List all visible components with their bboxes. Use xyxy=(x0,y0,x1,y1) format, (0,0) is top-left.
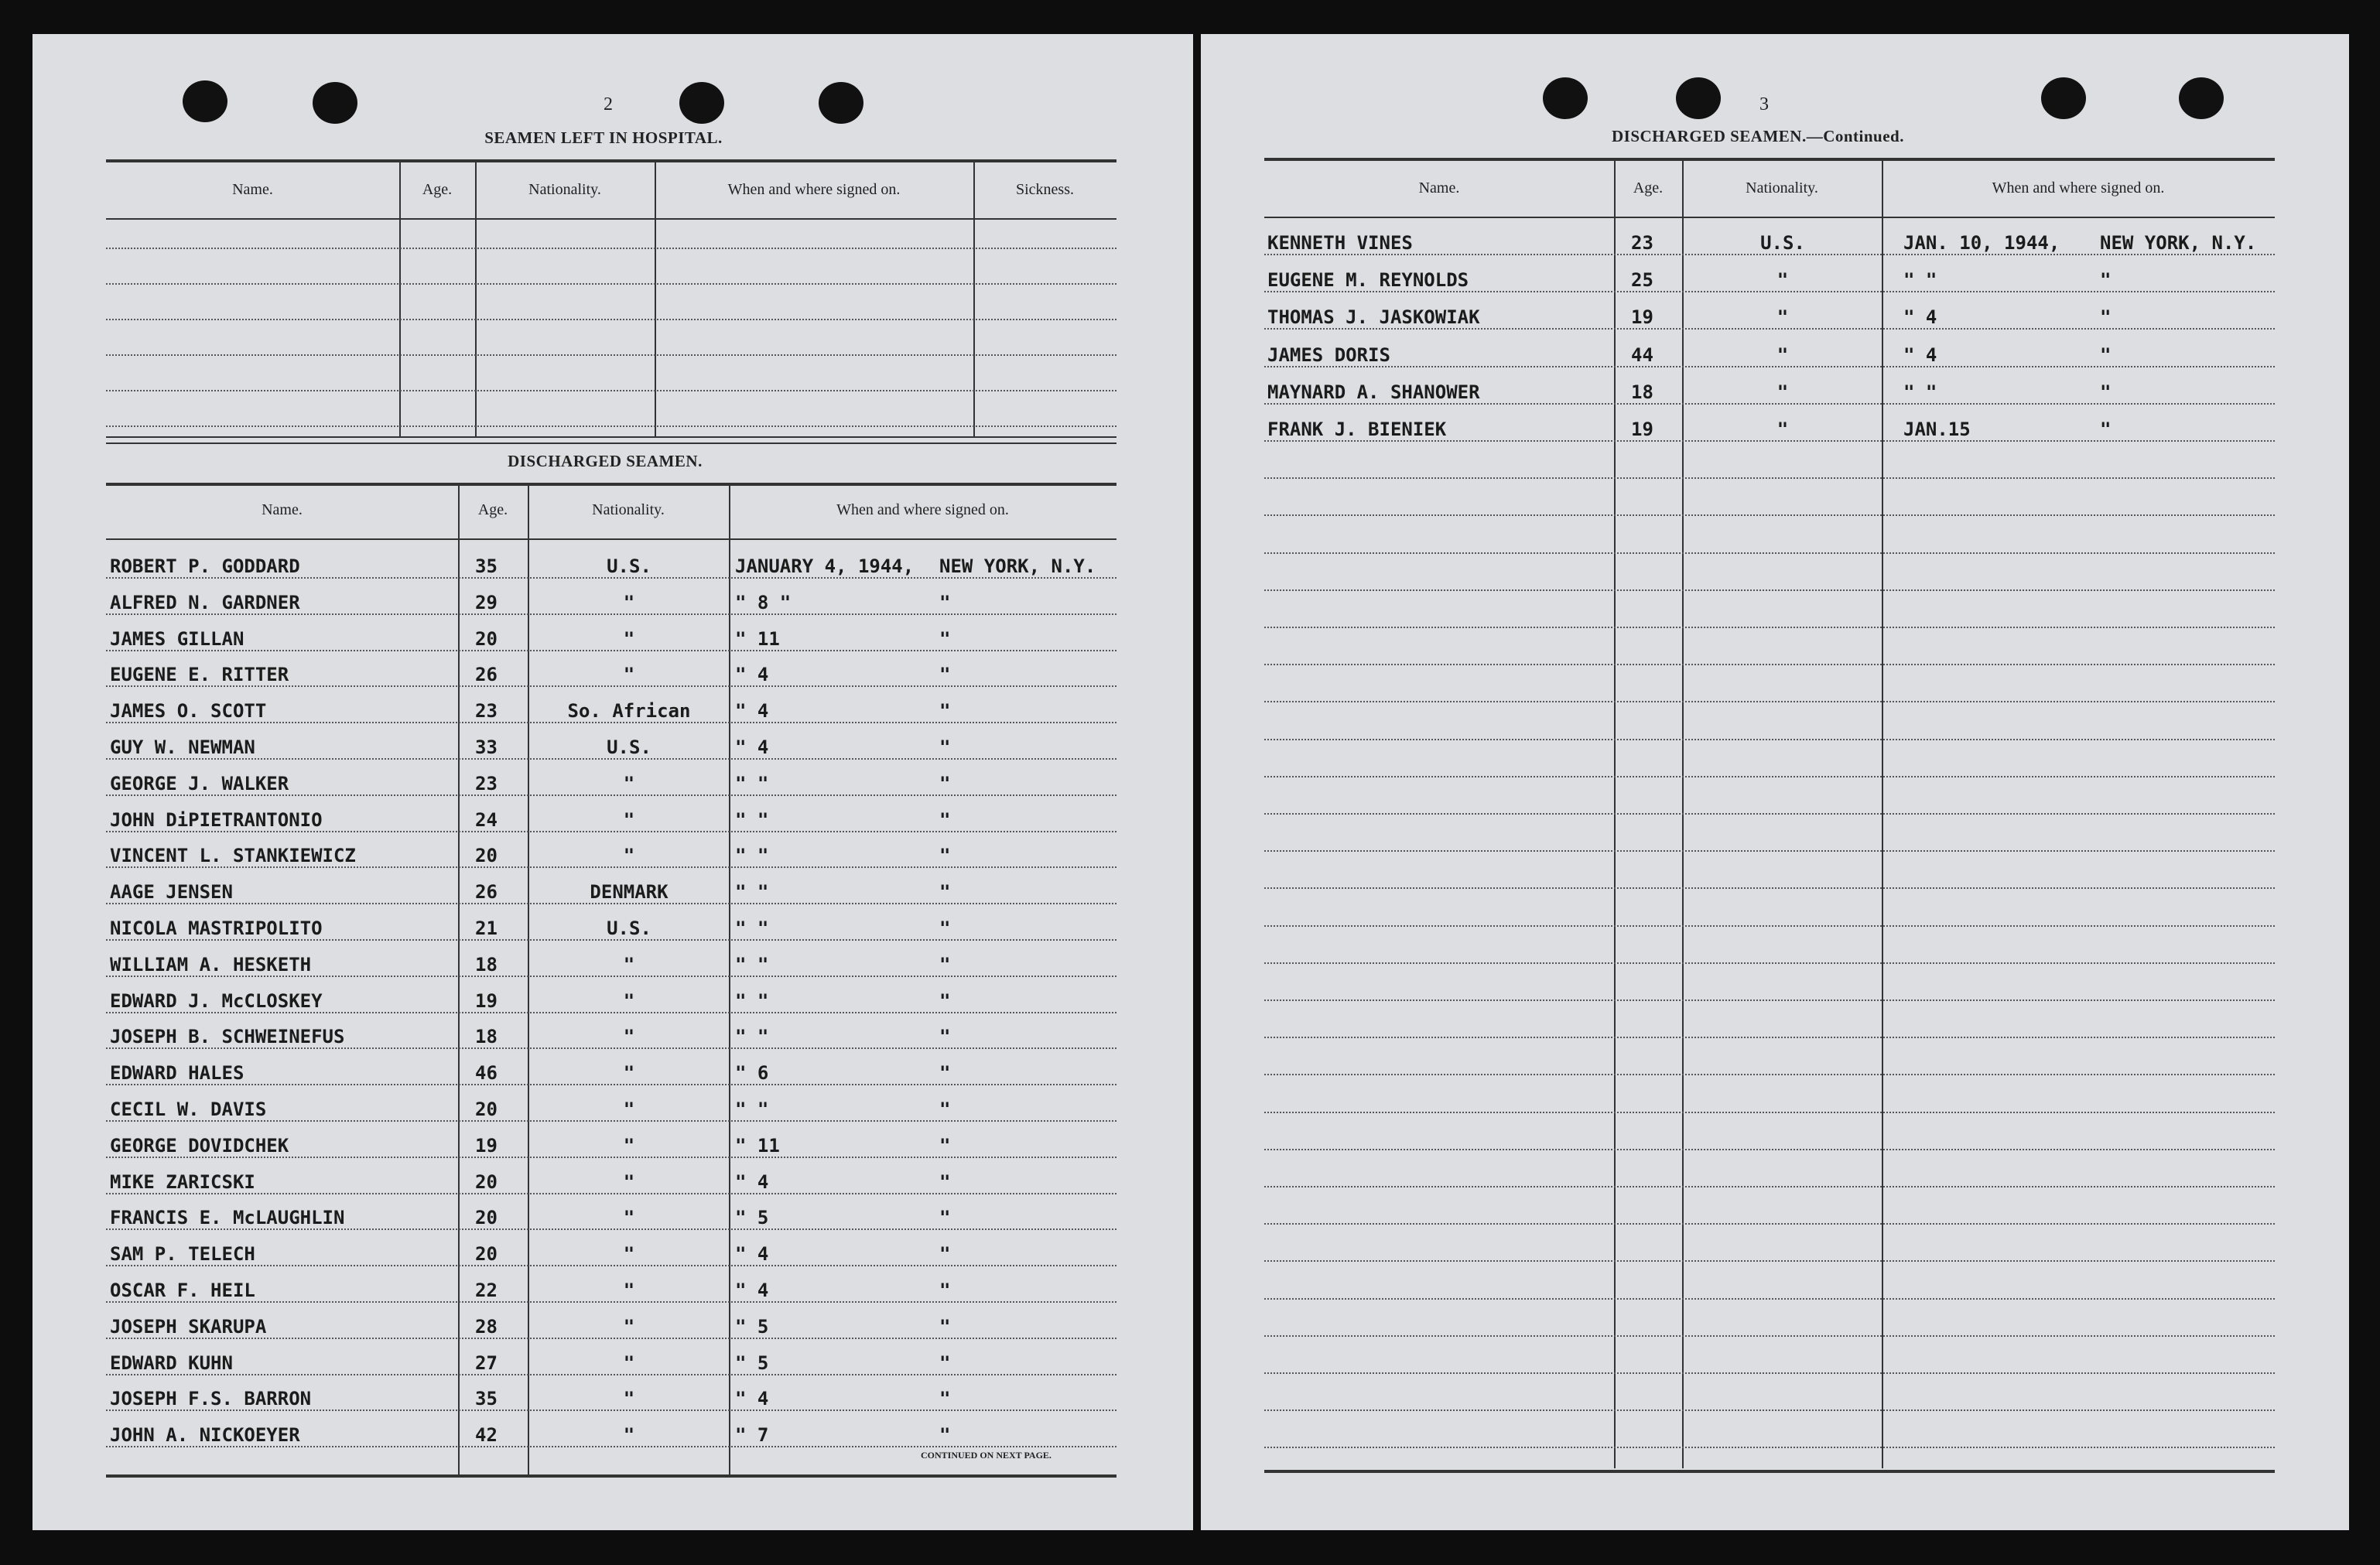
seaman-age: 44 xyxy=(1631,343,1653,366)
ruled-line xyxy=(106,722,1116,723)
seaman-nationality: " xyxy=(1776,419,1789,440)
seaman-age: 46 xyxy=(475,1062,498,1085)
seaman-age: 18 xyxy=(475,953,498,976)
seaman-nationality: " xyxy=(623,1315,635,1338)
continued-note: CONTINUED ON NEXT PAGE. xyxy=(921,1450,1052,1461)
signed-on-when: " " xyxy=(1903,381,1937,403)
ruled-line xyxy=(1264,664,2275,665)
signed-on-where: " xyxy=(2100,269,2112,292)
right-page xyxy=(1201,34,2349,1530)
seaman-name: JOHN A. NICKOEYER xyxy=(110,1424,300,1447)
seaman-name: EUGENE M. REYNOLDS xyxy=(1267,269,1469,292)
seaman-age: 28 xyxy=(475,1315,498,1338)
signed-on-when: " " xyxy=(735,1099,769,1120)
seaman-name: FRANK J. BIENIEK xyxy=(1267,419,1447,440)
rule xyxy=(1264,1470,2275,1473)
ruled-line xyxy=(106,390,1116,391)
seaman-name: GEORGE DOVIDCHEK xyxy=(110,1134,289,1157)
seaman-name: JOSEPH F.S. BARRON xyxy=(110,1388,312,1410)
column-divider xyxy=(729,486,730,1474)
seaman-age: 25 xyxy=(1631,269,1653,292)
seaman-name: WILLIAM A. HESKETH xyxy=(110,953,312,976)
seaman-nationality: " xyxy=(623,1351,635,1374)
ruled-line xyxy=(1264,328,2275,330)
ruled-line xyxy=(1264,776,2275,777)
seaman-age: 20 xyxy=(475,845,498,867)
ruled-line xyxy=(1264,477,2275,479)
ruled-line xyxy=(1264,1410,2275,1411)
seaman-nationality: " xyxy=(1776,381,1789,403)
punch-hole xyxy=(819,82,863,124)
signed-on-when: " 5 xyxy=(735,1207,769,1229)
seaman-name: JOSEPH B. SCHWEINEFUS xyxy=(110,1026,345,1048)
seaman-name: FRANCIS E. McLAUGHLIN xyxy=(110,1207,345,1229)
signed-on-when: " 7 xyxy=(735,1424,769,1447)
ruled-line xyxy=(1264,1298,2275,1300)
seaman-age: 20 xyxy=(475,627,498,650)
signed-on-when: " 6 xyxy=(735,1062,769,1085)
signed-on-where: " xyxy=(939,1388,951,1410)
seaman-nationality: " xyxy=(623,845,635,867)
ruled-line xyxy=(106,866,1116,868)
ruled-line xyxy=(1264,925,2275,927)
seaman-nationality: So. African xyxy=(567,700,691,723)
ruled-line xyxy=(106,1301,1116,1303)
signed-on-where: " xyxy=(939,1026,951,1048)
seaman-nationality: " xyxy=(623,989,635,1012)
seaman-age: 19 xyxy=(1631,306,1653,329)
ruled-line xyxy=(1264,627,2275,628)
seaman-age: 26 xyxy=(475,664,498,686)
seaman-nationality: " xyxy=(623,1388,635,1410)
rule xyxy=(1264,158,2275,161)
seaman-age: 20 xyxy=(475,1243,498,1266)
seaman-name: ALFRED N. GARDNER xyxy=(110,591,300,613)
ruled-line xyxy=(106,831,1116,832)
left-page xyxy=(32,34,1193,1530)
ruled-line xyxy=(106,758,1116,760)
ruled-line xyxy=(1264,1223,2275,1225)
rule xyxy=(106,1474,1116,1478)
signed-on-where: " xyxy=(939,1062,951,1085)
signed-on-when: " 11 xyxy=(735,1134,780,1157)
seaman-age: 27 xyxy=(475,1351,498,1374)
seaman-nationality: " xyxy=(623,1099,635,1120)
rule xyxy=(106,443,1116,444)
signed-on-where: " xyxy=(939,1134,951,1157)
ruled-line xyxy=(1264,1260,2275,1262)
ruled-line xyxy=(106,613,1116,615)
ruled-line xyxy=(106,1338,1116,1339)
seaman-name: VINCENT L. STANKIEWICZ xyxy=(110,845,356,867)
signed-on-where: " xyxy=(939,700,951,723)
seaman-age: 35 xyxy=(475,555,498,577)
seaman-age: 19 xyxy=(475,1134,498,1157)
ruled-line xyxy=(1264,254,2275,255)
signed-on-where: " xyxy=(939,1315,951,1338)
signed-on-where: " xyxy=(939,1099,951,1120)
seaman-age: 18 xyxy=(1631,381,1653,403)
signed-on-where: " xyxy=(939,1207,951,1229)
signed-on-when: JAN. 10, 1944, xyxy=(1903,232,2060,254)
seaman-nationality: U.S. xyxy=(607,917,651,939)
seaman-name: THOMAS J. JASKOWIAK xyxy=(1267,306,1480,329)
signed-on-when: " " xyxy=(735,808,769,831)
ruled-line xyxy=(106,1410,1116,1411)
ruled-line xyxy=(106,1193,1116,1194)
seaman-nationality: U.S. xyxy=(1760,232,1805,254)
rule xyxy=(106,159,1116,162)
rule xyxy=(1264,217,2275,218)
ruled-line xyxy=(106,939,1116,941)
column-divider xyxy=(1682,161,1684,1468)
signed-on-where: " xyxy=(939,953,951,976)
signed-on-where: " xyxy=(939,736,951,758)
signed-on-where: " xyxy=(939,1424,951,1447)
ruled-line xyxy=(106,650,1116,651)
ruled-line xyxy=(106,1446,1116,1447)
signed-on-when: " " xyxy=(735,953,769,976)
ruled-line xyxy=(106,425,1116,427)
seaman-name: JOSEPH SKARUPA xyxy=(110,1315,267,1338)
seaman-nationality: " xyxy=(623,1170,635,1193)
ruled-line xyxy=(106,1084,1116,1085)
seaman-age: 22 xyxy=(475,1280,498,1301)
ruled-line xyxy=(1264,403,2275,405)
signed-on-when: " 11 xyxy=(735,627,780,650)
column-divider xyxy=(1614,161,1616,1468)
ruled-line xyxy=(1264,291,2275,292)
signed-on-where: NEW YORK, N.Y. xyxy=(939,555,1096,577)
column-divider xyxy=(458,486,460,1474)
seaman-age: 19 xyxy=(1631,419,1653,440)
ruled-line xyxy=(1264,1335,2275,1337)
seaman-nationality: " xyxy=(623,1243,635,1266)
ruled-line xyxy=(1264,850,2275,852)
page-number: 3 xyxy=(1759,94,1769,114)
punch-hole xyxy=(2041,77,2086,119)
signed-on-where: " xyxy=(939,664,951,686)
rule xyxy=(106,436,1116,438)
column-divider xyxy=(399,162,401,437)
ruled-line xyxy=(106,354,1116,356)
seaman-age: 23 xyxy=(475,772,498,794)
ruled-line xyxy=(1264,1372,2275,1374)
discharged-section-title: DISCHARGED SEAMEN. xyxy=(508,452,703,470)
seaman-nationality: U.S. xyxy=(607,736,651,758)
ruled-line xyxy=(106,248,1116,249)
signed-on-where: " xyxy=(939,772,951,794)
signed-on-where: " xyxy=(939,1243,951,1266)
ruled-line xyxy=(106,1157,1116,1158)
ruled-line xyxy=(1264,999,2275,1001)
column-divider xyxy=(475,162,477,437)
signed-on-when: JAN.15 xyxy=(1903,419,1971,440)
seaman-age: 21 xyxy=(475,917,498,939)
seaman-nationality: " xyxy=(623,1134,635,1157)
column-header-age: Age. xyxy=(422,181,453,198)
seaman-age: 23 xyxy=(475,700,498,723)
punch-hole xyxy=(183,80,227,122)
signed-on-when: " 5 xyxy=(735,1315,769,1338)
column-header-sickness: Sickness. xyxy=(1016,181,1074,198)
signed-on-where: " xyxy=(939,989,951,1012)
ruled-line xyxy=(1264,887,2275,889)
ruled-line xyxy=(1264,739,2275,740)
signed-on-where: " xyxy=(939,1351,951,1374)
seaman-nationality: " xyxy=(623,953,635,976)
signed-on-where: " xyxy=(939,627,951,650)
seaman-nationality: " xyxy=(623,772,635,794)
ruled-line xyxy=(1264,514,2275,516)
column-header-age: Age. xyxy=(1633,179,1664,196)
ruled-line xyxy=(106,577,1116,579)
seaman-name: EDWARD J. McCLOSKEY xyxy=(110,989,323,1012)
signed-on-when: JANUARY 4, 1944, xyxy=(735,555,915,577)
seaman-age: 20 xyxy=(475,1170,498,1193)
seaman-age: 23 xyxy=(1631,232,1653,254)
column-header-nationality: Nationality. xyxy=(528,181,601,198)
signed-on-when: " 4 xyxy=(735,700,769,723)
column-header-nationality: Nationality. xyxy=(1746,179,1818,196)
seaman-nationality: DENMARK xyxy=(590,881,669,904)
ruled-line xyxy=(106,794,1116,796)
column-divider xyxy=(655,162,656,437)
signed-on-when: " 4 xyxy=(735,1280,769,1301)
ruled-line xyxy=(1264,440,2275,442)
ruled-line xyxy=(1264,1074,2275,1075)
seaman-nationality: " xyxy=(623,1280,635,1301)
seaman-age: 18 xyxy=(475,1026,498,1048)
column-header-signed-on: When and where signed on. xyxy=(836,501,1009,518)
seaman-age: 19 xyxy=(475,989,498,1012)
rule xyxy=(106,538,1116,540)
seaman-nationality: " xyxy=(623,808,635,831)
ruled-line xyxy=(1264,1037,2275,1038)
seaman-name: NICOLA MASTRIPOLITO xyxy=(110,917,323,939)
punch-hole xyxy=(1676,77,1721,119)
signed-on-when: " " xyxy=(735,1026,769,1048)
signed-on-when: " 4 xyxy=(735,664,769,686)
punch-hole xyxy=(679,82,724,124)
punch-hole xyxy=(1543,77,1588,119)
signed-on-when: " 4 xyxy=(735,736,769,758)
ruled-line xyxy=(1264,552,2275,554)
seaman-nationality: " xyxy=(623,1062,635,1085)
seaman-age: 20 xyxy=(475,1207,498,1229)
seaman-nationality: " xyxy=(623,1026,635,1048)
seaman-nationality: " xyxy=(623,627,635,650)
signed-on-when: " " xyxy=(735,989,769,1012)
seaman-nationality: " xyxy=(623,664,635,686)
page-number: 2 xyxy=(604,94,613,114)
signed-on-when: " 4 xyxy=(1903,343,1937,366)
ruled-line xyxy=(106,283,1116,285)
ruled-line xyxy=(1264,589,2275,591)
seaman-nationality: " xyxy=(623,591,635,613)
seaman-name: EUGENE E. RITTER xyxy=(110,664,289,686)
ruled-line xyxy=(1264,1186,2275,1187)
seaman-nationality: " xyxy=(1776,343,1789,366)
seaman-age: 24 xyxy=(475,808,498,831)
seaman-name: SAM P. TELECH xyxy=(110,1243,255,1266)
column-header-name: Name. xyxy=(232,181,273,198)
signed-on-where: " xyxy=(2100,419,2112,440)
column-header-nationality: Nationality. xyxy=(592,501,665,518)
seaman-nationality: " xyxy=(623,1424,635,1447)
column-header-age: Age. xyxy=(477,501,508,518)
signed-on-where: " xyxy=(939,845,951,867)
column-header-signed-on: When and where signed on. xyxy=(1992,179,2165,196)
seaman-age: 20 xyxy=(475,1099,498,1120)
signed-on-when: " 5 xyxy=(735,1351,769,1374)
rule xyxy=(106,483,1116,486)
seaman-name: EDWARD HALES xyxy=(110,1062,244,1085)
seaman-nationality: " xyxy=(1776,269,1789,292)
column-divider xyxy=(1882,161,1883,1468)
seaman-nationality: " xyxy=(1776,306,1789,329)
punch-hole xyxy=(2179,77,2224,119)
seaman-age: 35 xyxy=(475,1388,498,1410)
column-divider xyxy=(528,486,529,1474)
signed-on-where: NEW YORK, N.Y. xyxy=(2100,232,2257,254)
signed-on-where: " xyxy=(939,1280,951,1301)
signed-on-when: " " xyxy=(735,772,769,794)
seaman-name: JOHN DiPIETRANTONIO xyxy=(110,808,323,831)
seaman-name: KENNETH VINES xyxy=(1267,232,1413,254)
signed-on-when: " 8 " xyxy=(735,591,792,613)
signed-on-when: " " xyxy=(1903,269,1937,292)
ruled-line xyxy=(1264,813,2275,815)
signed-on-where: " xyxy=(2100,381,2112,403)
ruled-line xyxy=(1264,1447,2275,1448)
ruled-line xyxy=(106,1047,1116,1049)
signed-on-when: " " xyxy=(735,881,769,904)
seaman-name: EDWARD KUHN xyxy=(110,1351,233,1374)
column-header-name: Name. xyxy=(1418,179,1460,196)
ruled-line xyxy=(106,1120,1116,1122)
seaman-name: ROBERT P. GODDARD xyxy=(110,555,300,577)
ruled-line xyxy=(106,1374,1116,1375)
seaman-age: 33 xyxy=(475,736,498,758)
ruled-line xyxy=(106,976,1116,977)
signed-on-where: " xyxy=(939,808,951,831)
seaman-name: OSCAR F. HEIL xyxy=(110,1280,255,1301)
ruled-line xyxy=(106,319,1116,320)
seaman-age: 26 xyxy=(475,881,498,904)
ruled-line xyxy=(1264,701,2275,702)
seaman-name: CECIL W. DAVIS xyxy=(110,1099,267,1120)
signed-on-where: " xyxy=(2100,343,2112,366)
seaman-name: GUY W. NEWMAN xyxy=(110,736,255,758)
signed-on-when: " " xyxy=(735,845,769,867)
seaman-name: JAMES GILLAN xyxy=(110,627,244,650)
column-header-signed-on: When and where signed on. xyxy=(727,181,901,198)
ruled-line xyxy=(1264,366,2275,367)
column-divider xyxy=(973,162,975,437)
ruled-line xyxy=(106,1265,1116,1266)
signed-on-when: " 4 xyxy=(735,1243,769,1266)
rule xyxy=(106,218,1116,220)
seaman-age: 42 xyxy=(475,1424,498,1447)
column-header-name: Name. xyxy=(262,501,303,518)
seaman-name: JAMES O. SCOTT xyxy=(110,700,267,723)
seaman-name: MIKE ZARICSKI xyxy=(110,1170,255,1193)
ruled-line xyxy=(1264,1112,2275,1113)
seaman-name: JAMES DORIS xyxy=(1267,343,1390,366)
seaman-name: GEORGE J. WALKER xyxy=(110,772,289,794)
ruled-line xyxy=(106,1228,1116,1230)
signed-on-where: " xyxy=(939,917,951,939)
signed-on-when: " 4 xyxy=(735,1170,769,1193)
ruled-line xyxy=(106,685,1116,687)
ruled-line xyxy=(106,903,1116,904)
seaman-age: 29 xyxy=(475,591,498,613)
signed-on-when: " " xyxy=(735,917,769,939)
punch-hole xyxy=(313,82,357,124)
ruled-line xyxy=(1264,1149,2275,1150)
ruled-line xyxy=(1264,962,2275,964)
discharged-continued-title: DISCHARGED SEAMEN.—Continued. xyxy=(1612,127,1904,145)
signed-on-where: " xyxy=(939,881,951,904)
seaman-name: AAGE JENSEN xyxy=(110,881,233,904)
signed-on-where: " xyxy=(939,1170,951,1193)
seaman-name: MAYNARD A. SHANOWER xyxy=(1267,381,1480,403)
signed-on-where: " xyxy=(939,591,951,613)
signed-on-when: " 4 xyxy=(1903,306,1937,329)
signed-on-where: " xyxy=(2100,306,2112,329)
seaman-nationality: " xyxy=(623,1207,635,1229)
hospital-section-title: SEAMEN LEFT IN HOSPITAL. xyxy=(484,128,723,147)
ruled-line xyxy=(106,1012,1116,1013)
seaman-nationality: U.S. xyxy=(607,555,651,577)
signed-on-when: " 4 xyxy=(735,1388,769,1410)
